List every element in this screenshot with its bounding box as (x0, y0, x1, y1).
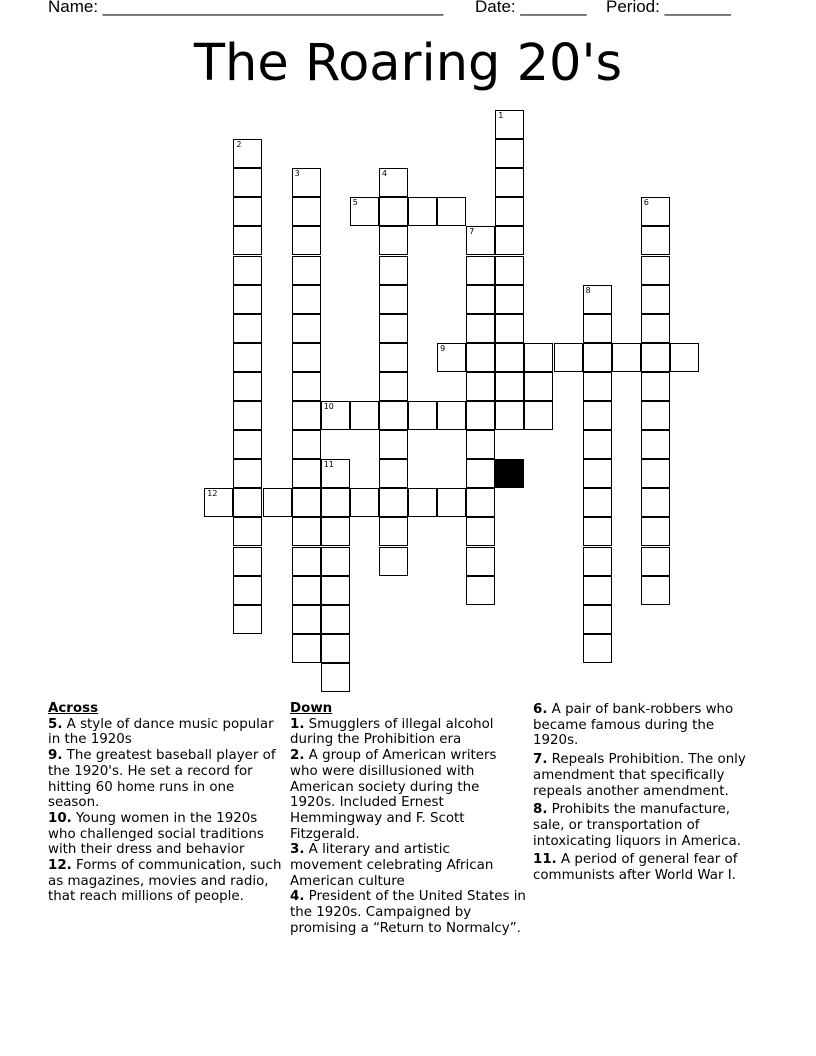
grid-cell[interactable] (437, 488, 466, 517)
grid-cell[interactable] (292, 226, 321, 255)
grid-cell[interactable] (641, 314, 670, 343)
clue-item (48, 717, 284, 748)
clue-number: 3 (294, 169, 300, 179)
grid-cell[interactable] (233, 139, 262, 168)
grid-cell[interactable] (495, 372, 524, 401)
clue-item (533, 752, 763, 799)
date-field[interactable]: Date: _______ (475, 0, 587, 16)
grid-cell[interactable] (233, 256, 262, 285)
clue-number: 5 (352, 198, 358, 208)
grid-cell[interactable] (583, 285, 612, 314)
grid-cell[interactable] (466, 430, 495, 459)
grid-cell[interactable] (292, 256, 321, 285)
grid-cell[interactable] (292, 372, 321, 401)
grid-cell[interactable] (292, 314, 321, 343)
grid-cell[interactable] (583, 576, 612, 605)
grid-cell[interactable] (233, 576, 262, 605)
clue-number: 6 (643, 198, 649, 208)
grid-cell[interactable] (350, 401, 379, 430)
clue-item (533, 802, 763, 849)
grid-cell[interactable] (350, 488, 379, 517)
grid-cell[interactable] (641, 285, 670, 314)
grid-cell[interactable] (583, 401, 612, 430)
grid-cell[interactable] (233, 168, 262, 197)
clue-item (48, 811, 284, 858)
grid-cell[interactable] (233, 430, 262, 459)
clue-item-text: Smugglers of illegal alcohol during the Prohibition era (290, 716, 494, 748)
clue-item-number: 12. (48, 858, 72, 874)
grid-cell[interactable] (583, 314, 612, 343)
grid-cell[interactable] (379, 226, 408, 255)
grid-cell[interactable] (233, 226, 262, 255)
grid-cell[interactable] (233, 517, 262, 546)
grid-cell[interactable] (233, 547, 262, 576)
grid-cell[interactable] (495, 226, 524, 255)
grid-cell[interactable] (554, 343, 583, 372)
grid-cell[interactable] (524, 372, 553, 401)
grid-cell[interactable] (408, 488, 437, 517)
grid-cell[interactable] (641, 576, 670, 605)
clue-item-number: 7. (533, 752, 548, 768)
grid-cell[interactable] (379, 547, 408, 576)
clue-item-number: 6. (533, 702, 548, 717)
grid-cell[interactable] (292, 343, 321, 372)
grid-cell[interactable] (641, 401, 670, 430)
clue-item-text: A literary and artistic movement celebrating African American culture (290, 842, 494, 889)
grid-cell[interactable] (379, 430, 408, 459)
clue-item (48, 748, 284, 811)
grid-cell[interactable] (583, 517, 612, 546)
clue-item-number: 4. (290, 889, 305, 905)
clue-number: 12 (207, 489, 218, 499)
grid-cell[interactable] (466, 372, 495, 401)
grid-cell[interactable] (292, 459, 321, 488)
grid-cell[interactable] (408, 197, 437, 226)
grid-cell[interactable] (641, 197, 670, 226)
clue-item-text: Young women in the 1920s who challenged social traditions with their dress and behavior (48, 810, 264, 858)
grid-cell[interactable] (495, 285, 524, 314)
grid-cell[interactable] (641, 256, 670, 285)
name-field[interactable]: Name: ____________________________________ (48, 0, 444, 16)
grid-cell[interactable] (437, 401, 466, 430)
clue-item-text: President of the United States in the 1920s. Campaigned by promising a “Return to Normalcy”. (290, 889, 526, 936)
clue-number: 10 (323, 402, 334, 411)
clue-item-number: 5. (48, 716, 63, 732)
clue-number: 8 (585, 285, 591, 295)
grid-cell[interactable] (292, 430, 321, 459)
clue-item-number: 2. (290, 748, 305, 764)
grid-cell[interactable] (466, 576, 495, 605)
grid-cell[interactable] (292, 634, 321, 663)
clue-item-number: 3. (290, 842, 305, 858)
grid-cell[interactable] (292, 547, 321, 576)
grid-cell[interactable] (292, 285, 321, 314)
grid-cell[interactable] (583, 605, 612, 634)
grid-cell[interactable] (495, 343, 524, 372)
grid-cell[interactable] (466, 285, 495, 314)
grid-cell[interactable] (292, 517, 321, 546)
grid-cell[interactable] (233, 401, 262, 430)
grid-cell[interactable] (379, 168, 408, 197)
clue-item-text: A group of American writers who were disillusioned with American society during the 1920s. Included Ernest Hemmingway and F. Scott Fitzgerald. (290, 748, 497, 842)
clue-number: 9 (440, 343, 446, 353)
grid-cell[interactable] (233, 459, 262, 488)
grid-cell[interactable] (437, 343, 466, 372)
clue-item (533, 852, 763, 883)
grid-cell[interactable] (612, 343, 641, 372)
grid-cell[interactable] (641, 372, 670, 401)
clue-item (290, 717, 526, 748)
clue-item-number: 11. (533, 852, 557, 868)
period-field[interactable]: Period: _______ (606, 0, 731, 16)
down-heading: Down (290, 701, 333, 716)
clue-number: 4 (381, 169, 387, 179)
grid-cell[interactable] (466, 517, 495, 546)
grid-cell[interactable] (466, 343, 495, 372)
grid-cell[interactable] (321, 576, 350, 605)
grid-cell[interactable] (379, 256, 408, 285)
grid-block-cell (495, 459, 524, 488)
grid-cell[interactable] (641, 517, 670, 546)
grid-cell[interactable] (233, 343, 262, 372)
grid-cell[interactable] (466, 547, 495, 576)
grid-cell[interactable] (379, 285, 408, 314)
grid-cell[interactable] (583, 430, 612, 459)
clue-item-text: A style of dance music popular in the 1920s (48, 716, 274, 748)
grid-cell[interactable] (204, 488, 233, 517)
clue-item-text: Forms of communication, such as magazines, movies and radio, that reach millions of people. (48, 858, 282, 905)
grid-cell[interactable] (583, 634, 612, 663)
grid-cell[interactable] (321, 401, 350, 430)
clue-number: 2 (236, 140, 242, 150)
grid-cell[interactable] (233, 488, 262, 517)
across-clues (48, 701, 284, 905)
grid-cell[interactable] (321, 488, 350, 517)
grid-cell[interactable] (263, 488, 292, 517)
grid-cell[interactable] (350, 197, 379, 226)
grid-cell[interactable] (292, 605, 321, 634)
grid-cell[interactable] (233, 372, 262, 401)
grid-cell[interactable] (524, 401, 553, 430)
clue-item (48, 858, 284, 905)
grid-cell[interactable] (641, 547, 670, 576)
grid-cell[interactable] (321, 459, 350, 488)
clue-item-text: Repeals Prohibition. The only amendment that specifically repeals another amendment. (533, 752, 746, 799)
clue-item-text: The greatest baseball player of the 1920's. He set a record for hitting 60 home runs in one season. (48, 748, 276, 811)
grid-cell[interactable] (641, 343, 670, 372)
grid-cell[interactable] (292, 576, 321, 605)
grid-cell[interactable] (495, 314, 524, 343)
grid-cell[interactable] (437, 197, 466, 226)
grid-cell[interactable] (233, 285, 262, 314)
clue-item (533, 702, 763, 749)
clue-number: 11 (323, 460, 334, 470)
clue-number: 7 (469, 227, 475, 237)
grid-cell[interactable] (321, 605, 350, 634)
clue-item-number: 1. (290, 716, 305, 732)
grid-cell[interactable] (292, 401, 321, 430)
grid-cell[interactable] (321, 634, 350, 663)
clue-item-number: 9. (48, 748, 63, 764)
grid-cell[interactable] (233, 314, 262, 343)
clue-item-text: A period of general fear of communists after World War I. (533, 852, 738, 884)
grid-cell[interactable] (292, 197, 321, 226)
clue-item (290, 842, 526, 889)
grid-cell[interactable] (321, 663, 350, 692)
grid-cell[interactable] (379, 488, 408, 517)
grid-cell[interactable] (641, 226, 670, 255)
page-title: The Roaring 20's (193, 34, 623, 93)
grid-cell[interactable] (495, 168, 524, 197)
clue-item (290, 748, 526, 842)
grid-cell[interactable] (524, 343, 553, 372)
down-clues-continued (533, 702, 763, 887)
clue-item (290, 889, 526, 936)
grid-cell[interactable] (495, 256, 524, 285)
grid-cell[interactable] (583, 343, 612, 372)
clue-item-text: A pair of bank-robbers who became famous during the 1920s. (533, 702, 734, 749)
grid-cell[interactable] (379, 343, 408, 372)
grid-cell[interactable] (408, 401, 437, 430)
grid-cell[interactable] (466, 256, 495, 285)
grid-cell[interactable] (379, 401, 408, 430)
grid-cell[interactable] (321, 547, 350, 576)
down-clues (290, 701, 526, 937)
grid-cell[interactable] (379, 314, 408, 343)
clue-item-number: 10. (48, 810, 72, 826)
grid-cell[interactable] (292, 168, 321, 197)
grid-cell[interactable] (641, 430, 670, 459)
clue-item-number: 8. (533, 802, 548, 818)
grid-cell[interactable] (495, 401, 524, 430)
grid-cell[interactable] (321, 517, 350, 546)
grid-cell[interactable] (466, 314, 495, 343)
grid-cell[interactable] (583, 547, 612, 576)
grid-cell[interactable] (495, 197, 524, 226)
grid-cell[interactable] (641, 459, 670, 488)
clue-number: 1 (498, 111, 504, 120)
grid-cell[interactable] (495, 139, 524, 168)
grid-cell[interactable] (292, 488, 321, 517)
grid-cell[interactable] (379, 517, 408, 546)
grid-cell[interactable] (641, 488, 670, 517)
grid-cell[interactable] (495, 110, 524, 139)
grid-cell[interactable] (379, 372, 408, 401)
grid-cell[interactable] (583, 372, 612, 401)
grid-cell[interactable] (583, 488, 612, 517)
across-heading: Across (48, 701, 99, 716)
grid-cell[interactable] (583, 459, 612, 488)
grid-cell[interactable] (670, 343, 699, 372)
grid-cell[interactable] (233, 605, 262, 634)
grid-cell[interactable] (466, 401, 495, 430)
grid-cell[interactable] (379, 197, 408, 226)
grid-cell[interactable] (466, 459, 495, 488)
grid-cell[interactable] (466, 488, 495, 517)
clue-item-text: Prohibits the manufacture, sale, or transportation of intoxicating liquors in America. (533, 802, 741, 849)
grid-cell[interactable] (233, 197, 262, 226)
grid-cell[interactable] (379, 459, 408, 488)
grid-cell[interactable] (466, 226, 495, 255)
